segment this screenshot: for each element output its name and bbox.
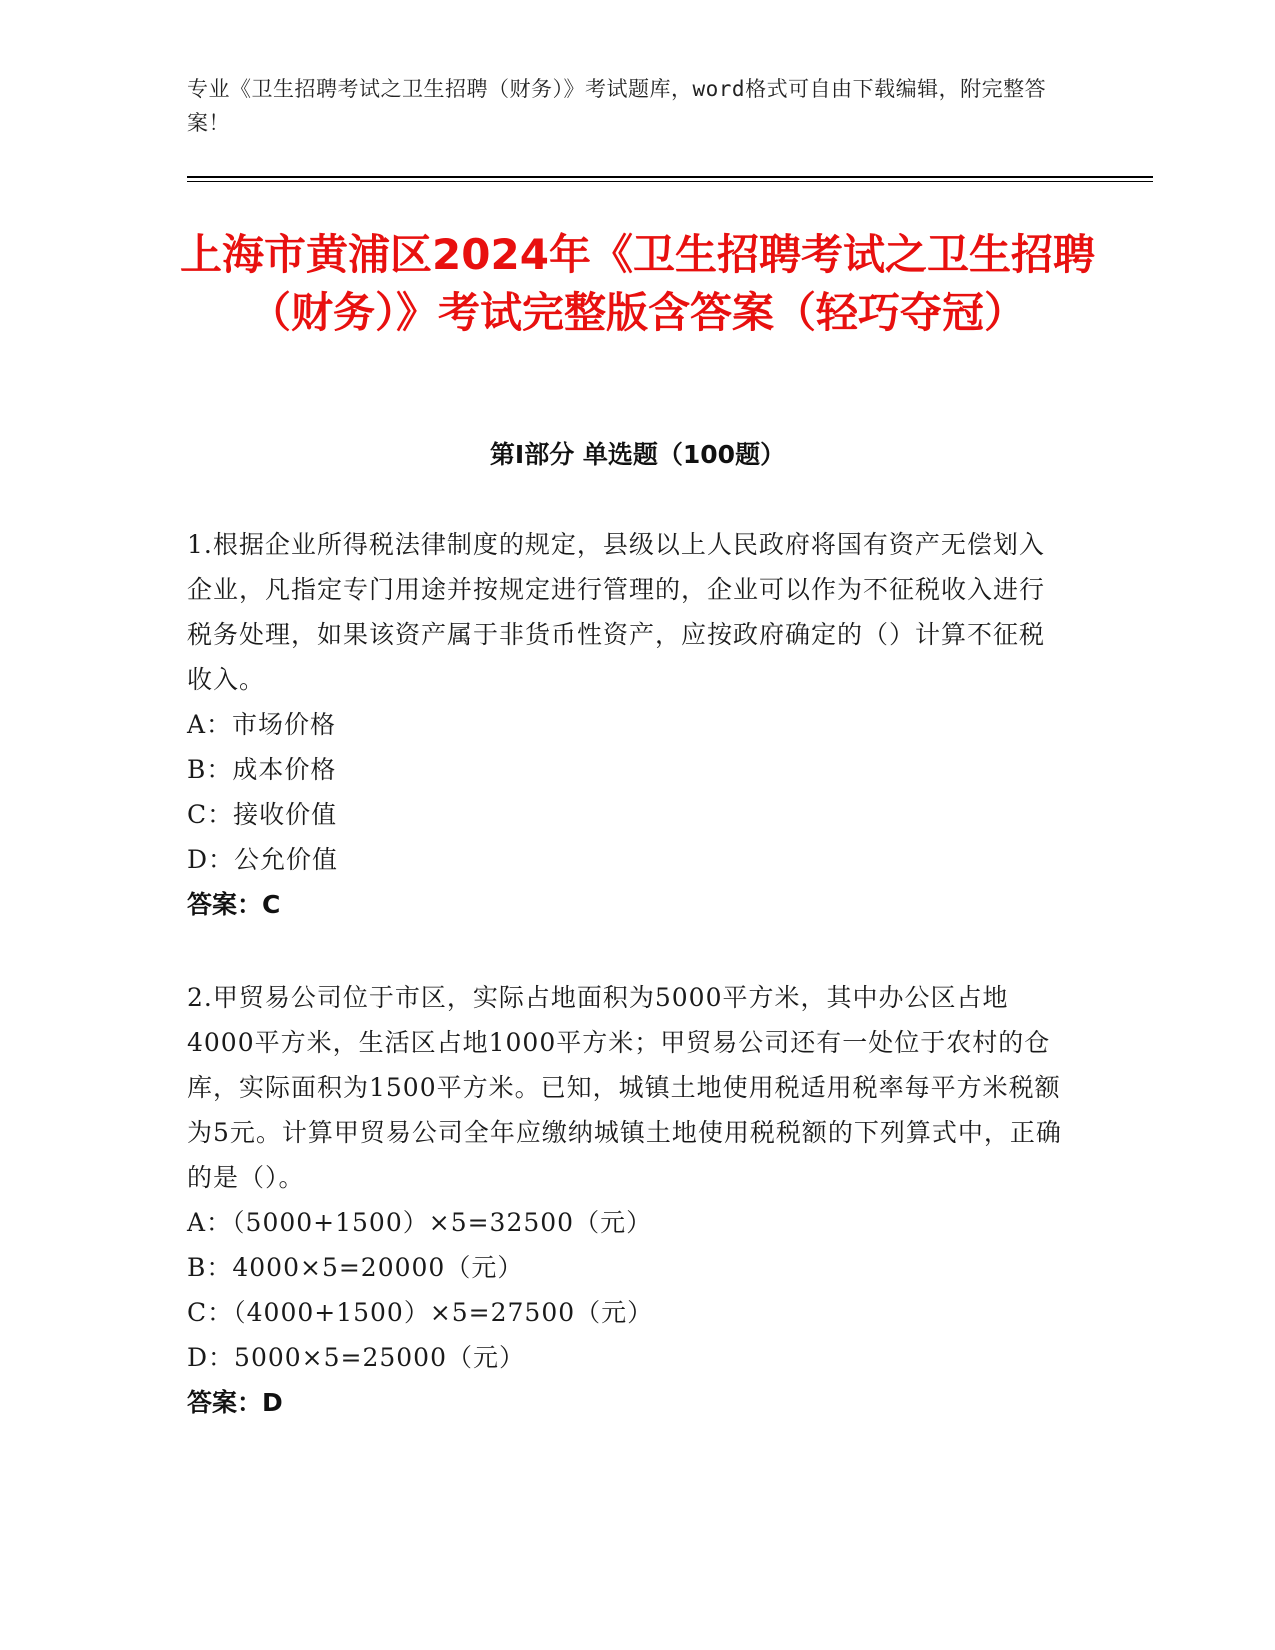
header-divider-thin — [187, 181, 1153, 182]
question-2 — [187, 975, 1067, 1425]
answer: 答案：D — [187, 1388, 283, 1417]
header-note: 专业《卫生招聘考试之卫生招聘（财务）》考试题库，word格式可自由下载编辑，附完整答案！ — [187, 77, 1047, 135]
question-1 — [187, 522, 1067, 927]
header-divider-thick — [187, 176, 1153, 178]
option-a: A：（5000+1500）×5=32500（元） — [187, 1208, 653, 1237]
answer: 答案：C — [187, 890, 281, 919]
option-c: C：（4000+1500）×5=27500（元） — [187, 1298, 654, 1327]
option-b: B：4000×5=20000（元） — [187, 1253, 524, 1282]
option-d: D：公允价值 — [187, 845, 339, 874]
option-c: C：接收价值 — [187, 800, 338, 829]
question-text: 2.甲贸易公司位于市区，实际占地面积为5000平方米，其中办公区占地4000平方米，生活区占地1000平方米；甲贸易公司还有一处位于农村的仓库，实际面积为1500平方米。已知，城镇土地使用税适用税率每平方米税额为5元。计算甲贸易公司全年应缴纳城镇土地使用税税额的下列算式中，正确的是（）。 — [187, 983, 1062, 1192]
document-title: 上海市黄浦区2024年《卫生招聘考试之卫生招聘（财务）》考试完整版含答案（轻巧夺冠） — [180, 230, 1095, 337]
option-d: D：5000×5=25000（元） — [187, 1343, 525, 1372]
option-a: A：市场价格 — [187, 710, 337, 739]
option-b: B：成本价格 — [187, 755, 337, 784]
section-title: 第Ⅰ部分 单选题（100题） — [489, 440, 786, 469]
question-text: 1.根据企业所得税法律制度的规定，县级以上人民政府将国有资产无偿划入企业，凡指定专门用途并按规定进行管理的，企业可以作为不征税收入进行税务处理，如果该资产属于非货币性资产，应按政府确定的（）计算不征税收入。 — [187, 530, 1046, 694]
